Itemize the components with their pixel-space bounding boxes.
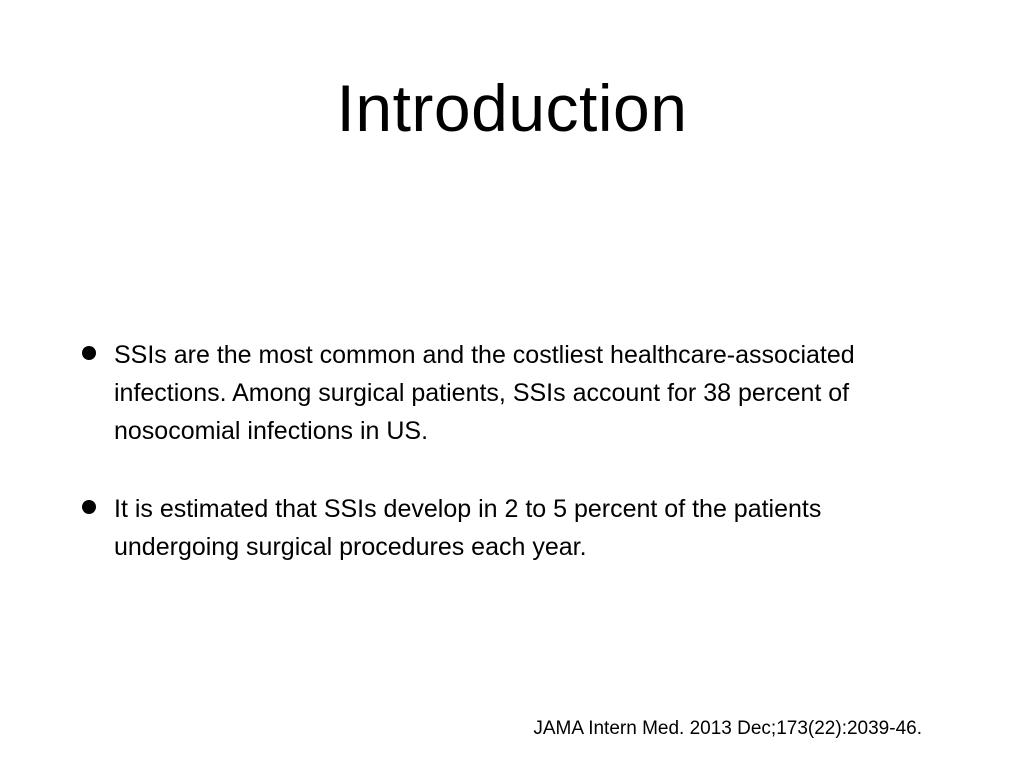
citation: JAMA Intern Med. 2013 Dec;173(22):2039-46. [533, 718, 922, 739]
bullet-dot-icon [82, 500, 96, 514]
bullet-item [80, 336, 950, 450]
bullet-text: SSIs are the most common and the costliest healthcare-associated infections. Among surgical patients, SSIs account for 38 percent of nosocomial infections in US. [114, 341, 855, 445]
bullet-text: It is estimated that SSIs develop in 2 to 5 percent of the patients undergoing surgical procedures each year. [114, 495, 822, 561]
slide-title: Introduction [336, 71, 688, 145]
bullet-list [80, 336, 950, 606]
bullet-dot-icon [82, 346, 96, 360]
bullet-item [80, 490, 950, 566]
